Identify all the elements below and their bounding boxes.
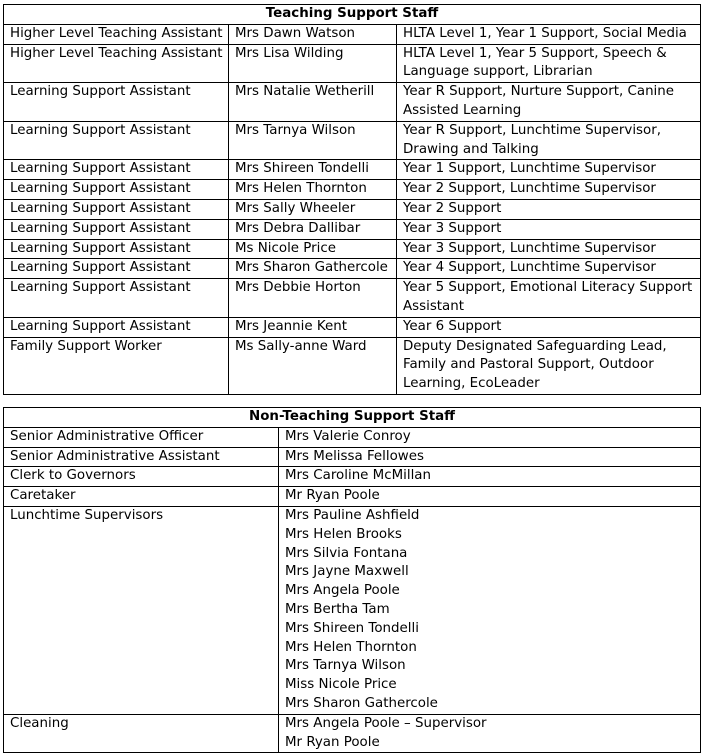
table-row bbox=[4, 317, 701, 337]
table-row bbox=[4, 44, 701, 83]
staff-duties: Year R Support, Lunchtime Supervisor, Drawing and Talking bbox=[397, 121, 701, 160]
staff-name: Mrs Dawn Watson bbox=[229, 24, 397, 44]
table-row bbox=[4, 337, 701, 394]
staff-duties: Year 5 Support, Emotional Literacy Support Assistant bbox=[397, 279, 701, 318]
staff-name: Mr Ryan Poole bbox=[285, 488, 380, 504]
staff-role: Senior Administrative Assistant bbox=[4, 447, 279, 467]
table-row bbox=[4, 487, 701, 507]
staff-names bbox=[279, 427, 701, 447]
staff-duties: Deputy Designated Safeguarding Lead, Family and Pastoral Support, Outdoor Learning, EcoLeader bbox=[397, 337, 701, 394]
staff-role: Learning Support Assistant bbox=[4, 219, 229, 239]
staff-name: Mrs Helen Thornton bbox=[229, 180, 397, 200]
staff-name: Mrs Sally Wheeler bbox=[229, 199, 397, 219]
staff-role: Learning Support Assistant bbox=[4, 239, 229, 259]
table-row bbox=[4, 83, 701, 122]
staff-name: Ms Sally-anne Ward bbox=[229, 337, 397, 394]
staff-name: Miss Nicole Price bbox=[285, 677, 397, 693]
table-row bbox=[4, 180, 701, 200]
staff-role: Lunchtime Supervisors bbox=[4, 506, 279, 714]
table-row bbox=[4, 447, 701, 467]
staff-name: Mrs Angela Poole – Supervisor bbox=[285, 715, 487, 731]
staff-name: Mrs Helen Thornton bbox=[285, 639, 417, 655]
staff-name: Mrs Shireen Tondelli bbox=[229, 160, 397, 180]
staff-role: Clerk to Governors bbox=[4, 467, 279, 487]
staff-duties: Year 2 Support, Lunchtime Supervisor bbox=[397, 180, 701, 200]
teaching-support-staff-table bbox=[3, 4, 701, 395]
table-row bbox=[4, 279, 701, 318]
table-row bbox=[4, 219, 701, 239]
staff-role: Higher Level Teaching Assistant bbox=[4, 24, 229, 44]
teaching-table-body bbox=[4, 24, 701, 394]
table-row bbox=[4, 199, 701, 219]
staff-duties: Year 6 Support bbox=[397, 317, 701, 337]
table-row bbox=[4, 427, 701, 447]
staff-duties: HLTA Level 1, Year 1 Support, Social Media bbox=[397, 24, 701, 44]
staff-duties: Year 4 Support, Lunchtime Supervisor bbox=[397, 259, 701, 279]
staff-name: Mrs Tarnya Wilson bbox=[285, 658, 406, 674]
table-row bbox=[4, 259, 701, 279]
staff-role: Higher Level Teaching Assistant bbox=[4, 44, 229, 83]
table-row bbox=[4, 160, 701, 180]
staff-name: Mrs Sharon Gathercole bbox=[285, 695, 438, 711]
table-row bbox=[4, 121, 701, 160]
staff-name: Mrs Sharon Gathercole bbox=[229, 259, 397, 279]
staff-duties: Year 3 Support bbox=[397, 219, 701, 239]
staff-role: Cleaning bbox=[4, 714, 279, 753]
staff-role: Family Support Worker bbox=[4, 337, 229, 394]
table-row bbox=[4, 239, 701, 259]
staff-role: Learning Support Assistant bbox=[4, 199, 229, 219]
staff-role: Learning Support Assistant bbox=[4, 180, 229, 200]
staff-role: Learning Support Assistant bbox=[4, 317, 229, 337]
table-row bbox=[4, 506, 701, 714]
table-row bbox=[4, 714, 701, 753]
staff-name: Mrs Helen Brooks bbox=[285, 526, 402, 542]
staff-name: Mr Ryan Poole bbox=[285, 734, 380, 750]
staff-name: Mrs Pauline Ashfield bbox=[285, 507, 420, 523]
staff-names bbox=[279, 447, 701, 467]
staff-names bbox=[279, 714, 701, 753]
staff-role: Learning Support Assistant bbox=[4, 279, 229, 318]
staff-name: Mrs Jeannie Kent bbox=[229, 317, 397, 337]
staff-name: Mrs Melissa Fellowes bbox=[285, 448, 424, 464]
staff-name: Mrs Valerie Conroy bbox=[285, 428, 411, 444]
staff-name: Mrs Tarnya Wilson bbox=[229, 121, 397, 160]
table-header-row bbox=[4, 408, 701, 428]
staff-name: Mrs Natalie Wetherill bbox=[229, 83, 397, 122]
staff-duties: Year 1 Support, Lunchtime Supervisor bbox=[397, 160, 701, 180]
non-teaching-table-body bbox=[4, 427, 701, 753]
staff-duties: HLTA Level 1, Year 5 Support, Speech & Language support, Librarian bbox=[397, 44, 701, 83]
staff-role: Senior Administrative Officer bbox=[4, 427, 279, 447]
staff-name: Mrs Debra Dallibar bbox=[229, 219, 397, 239]
staff-names bbox=[279, 506, 701, 714]
staff-name: Ms Nicole Price bbox=[229, 239, 397, 259]
staff-name: Mrs Debbie Horton bbox=[229, 279, 397, 318]
staff-name: Mrs Jayne Maxwell bbox=[285, 564, 409, 580]
staff-name: Mrs Silvia Fontana bbox=[285, 545, 408, 561]
staff-role: Learning Support Assistant bbox=[4, 83, 229, 122]
table-row bbox=[4, 467, 701, 487]
table-header-row bbox=[4, 5, 701, 25]
staff-role: Caretaker bbox=[4, 487, 279, 507]
staff-duties: Year 2 Support bbox=[397, 199, 701, 219]
staff-name: Mrs Angela Poole bbox=[285, 583, 400, 599]
staff-role: Learning Support Assistant bbox=[4, 121, 229, 160]
staff-name: Mrs Shireen Tondelli bbox=[285, 620, 419, 636]
staff-names bbox=[279, 467, 701, 487]
staff-name: Mrs Bertha Tam bbox=[285, 601, 390, 617]
staff-duties: Year R Support, Nurture Support, Canine Assisted Learning bbox=[397, 83, 701, 122]
staff-name: Mrs Caroline McMillan bbox=[285, 468, 431, 484]
teaching-table-title: Teaching Support Staff bbox=[4, 5, 701, 25]
table-row bbox=[4, 24, 701, 44]
staff-names bbox=[279, 487, 701, 507]
non-teaching-support-staff-table bbox=[3, 407, 701, 753]
non-teaching-table-title: Non-Teaching Support Staff bbox=[4, 408, 701, 428]
staff-duties: Year 3 Support, Lunchtime Supervisor bbox=[397, 239, 701, 259]
staff-role: Learning Support Assistant bbox=[4, 259, 229, 279]
staff-name: Mrs Lisa Wilding bbox=[229, 44, 397, 83]
staff-role: Learning Support Assistant bbox=[4, 160, 229, 180]
